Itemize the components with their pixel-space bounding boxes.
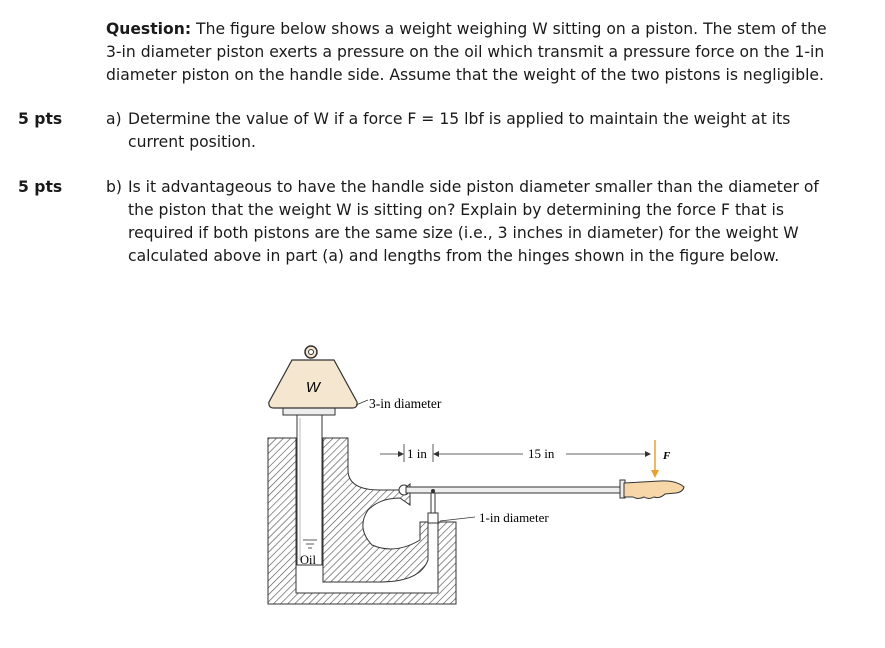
part-a-text: Determine the value of W if a force F = 15 lbf is applied to maintain the weight at its current position. (128, 110, 791, 151)
question-paragraph (106, 18, 836, 87)
weight-label: W (305, 379, 321, 396)
small-piston (428, 513, 438, 523)
question-text: The figure below shows a weight weighing W sitting on a piston. The stem of the 3-in diameter piston exerts a pressure on the oil which transmit a pressure force on the 1-in diameter piston on the handle side. Assume that the weight of the two pistons is negligible. (106, 20, 827, 84)
small-piston-label: 1-in diameter (479, 510, 549, 525)
big-piston-stem (297, 415, 322, 565)
dim-short-label: 1 in (407, 446, 427, 461)
part-b-label: b) (106, 178, 122, 196)
force-label: F (663, 450, 671, 462)
big-piston-label: 3-in diameter (369, 396, 442, 411)
small-piston-rod (431, 493, 435, 515)
oil-label: Oil (300, 553, 316, 567)
part-b-text: Is it advantageous to have the handle side piston diameter smaller than the diameter of the piston that the weight W is sitting on? Explain by determining the force F that is required if both pistons are the same size (i.e., 3 inches in diameter) for the weight W calculated above in part (a) and lengths from the hinges shown in the figure below. (128, 178, 819, 265)
hand (624, 481, 684, 499)
points-part-a: 5 pts (18, 110, 63, 128)
points-part-b: 5 pts (18, 178, 63, 196)
part-a (106, 108, 836, 154)
hydraulic-lift-figure (260, 335, 700, 615)
question-label: Question: (106, 20, 192, 38)
part-b (106, 176, 836, 268)
part-a-label: a) (106, 110, 122, 128)
handle-bar (406, 487, 622, 493)
dim-long-label: 15 in (528, 446, 555, 461)
